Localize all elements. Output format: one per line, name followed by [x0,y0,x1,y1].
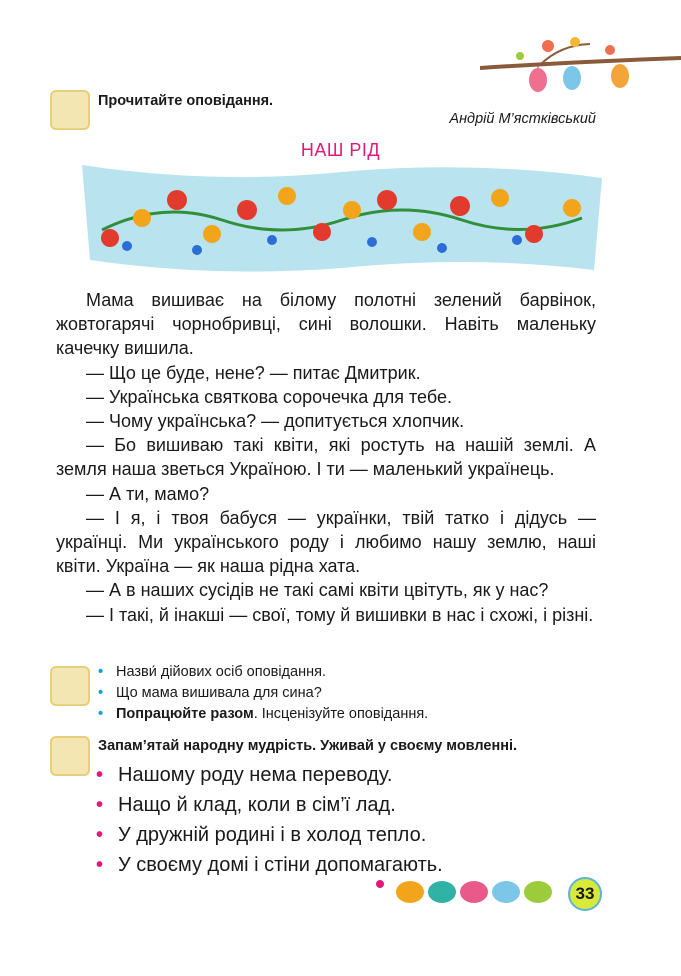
story-paragraph: — І я, і твоя бабуся — українки, твій татко і дідусь — українці. Ми українського роду і любимо нашу землю, наші квіти. Україна — як наша рідна хата. [56,507,596,577]
saying-item: • У дружній родині і в холод тепло. [96,824,427,846]
question-item: • Що мама вишивала для сина? [98,685,322,701]
easter-branch-decoration [480,30,681,100]
discussion-icon [50,666,90,706]
author: Андрій М’ястківський [449,111,596,127]
saying-item: • У своєму домі і стіни допомагають. [96,854,443,876]
sayings-list [96,760,443,880]
embroidery-banner [82,160,602,280]
instruction: Прочитайте оповідання. [98,93,274,109]
story-paragraph: — А в наших сусідів не такі самі квіти цвітуть, як у нас? [86,580,549,601]
question-item: • Назви́ дійових осіб оповідання. [98,664,326,680]
story-paragraph: Мама вишиває на білому полотні зелений барвінок, жовтогарячі чорнобривці, сині волошки. Навіть маленьку качечку вишила. [56,290,596,359]
story-paragraph: — Бо вишиваю такі квіти, які ростуть на нашій землі. А земля наша зветься Україною. І ти — маленький українець. [56,435,596,480]
story-paragraph: — Українська святкова сорочечка для тебе. [86,386,452,407]
reading-kids-icon [50,90,90,130]
books-owl-icon [50,736,90,776]
questions-list [98,662,428,725]
saying-item: • Нащо й клад, коли в сім’ї лад. [96,794,396,816]
page-title: НАШ РІД [300,140,381,160]
story-text [56,288,596,627]
eggs-decoration [370,870,570,910]
story-paragraph: — Що це буде, нене? — питає Дмитрик. [86,362,421,383]
wisdom-heading: Запам’ятай народну мудрість. Уживай у своєму мовленні. [98,738,518,754]
story-paragraph: — І такі, й інакші — свої, тому й вишивки в нас і схожі, і різні. [86,604,594,625]
story-paragraph: — Чому українська? — допитується хлопчик. [86,411,465,432]
question-item: • Попрацюйте разом. Інсценізуйте оповідання. [98,706,429,722]
saying-item: • Нашому роду нема переводу. [96,764,393,786]
story-paragraph: — А ти, мамо? [86,483,210,504]
page-number: 33 [568,877,602,911]
